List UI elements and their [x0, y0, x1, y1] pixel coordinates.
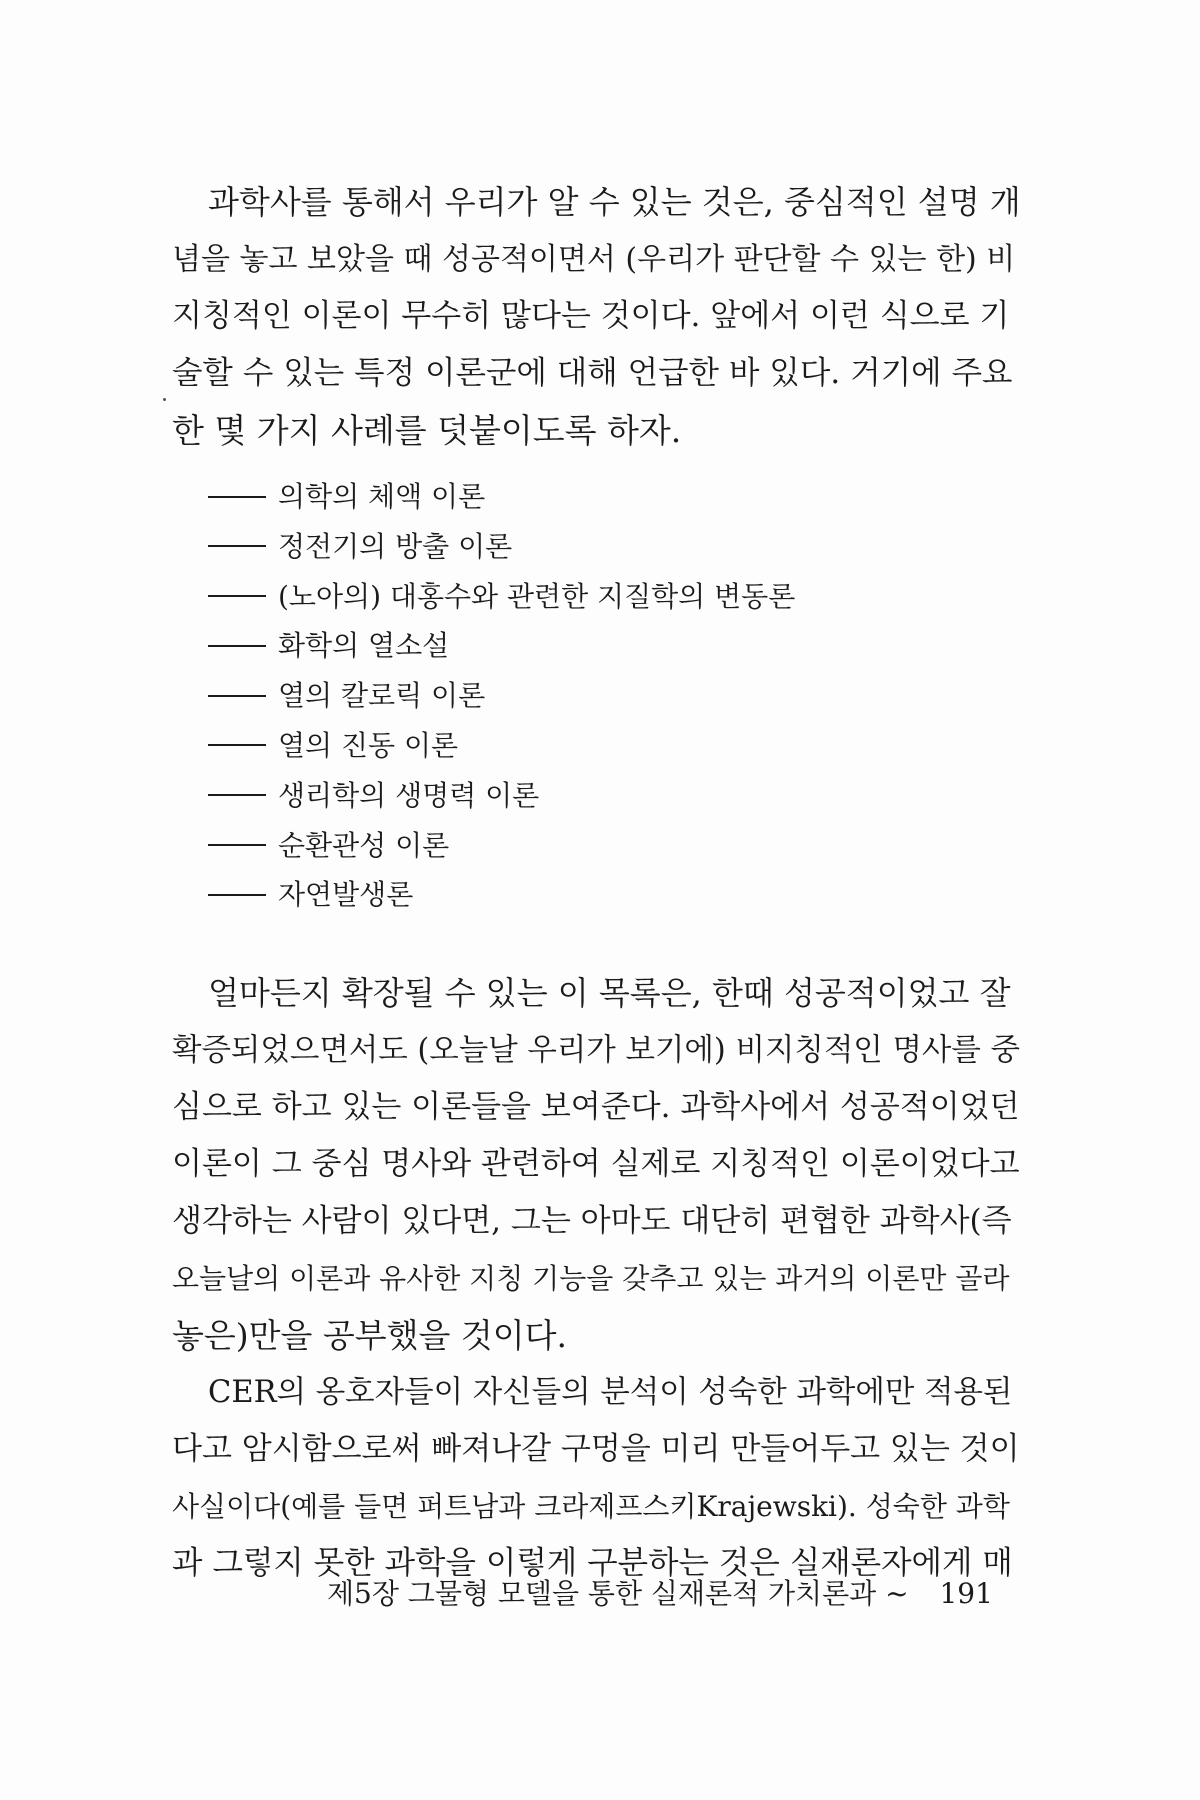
dash-mark: [208, 545, 266, 547]
list-item-text: 화학의 열소설: [278, 629, 450, 663]
list-item: [208, 771, 795, 821]
dash-mark: [208, 894, 266, 896]
dash-mark: [208, 595, 266, 597]
list-item: [208, 472, 795, 522]
list-item: [208, 821, 795, 871]
body-line-7: 놓은)만을 공부했을 것이다.: [172, 1316, 568, 1355]
list-item: [208, 870, 795, 920]
dash-mark: [208, 744, 266, 746]
body-line-9: 다고 암시함으로써 빠져나갈 구멍을 미리 만들어두고 있는 것이: [172, 1431, 1020, 1467]
body-line-11: 과 그렇지 못한 과학을 이렇게 구분하는 것은 실재론자에게 매: [172, 1545, 1013, 1581]
body-line-8: CER의 옹호자들이 자신들의 분석이 성숙한 과학에만 적용된: [208, 1375, 1013, 1410]
list-item-text: 생리학의 생명력 이론: [278, 778, 540, 812]
list-item-text: 정전기의 방출 이론: [278, 529, 513, 563]
list-item: [208, 721, 795, 771]
page-footer: [327, 1574, 993, 1614]
list-item: [208, 572, 795, 622]
intro-line-4: 술할 수 있는 특정 이론군에 대해 언급한 바 있다. 거기에 주요: [172, 355, 1013, 391]
intro-line-5: 한 몇 가지 사례를 덧붙이도록 하자.: [172, 411, 682, 450]
dash-mark: [208, 496, 266, 498]
page-number: 191: [939, 1577, 993, 1610]
body-line-5: 생각하는 사람이 있다면, 그는 아마도 대단히 편협한 과학사(즉: [172, 1203, 1012, 1239]
body-line-2: 확증되었으면서도 (오늘날 우리가 보기에) 비지칭적인 명사를 중: [172, 1033, 1021, 1068]
body-line-4: 이론이 그 중심 명사와 관련하여 실제로 지칭적인 이론이었다고: [172, 1146, 1020, 1182]
body-paragraphs: [172, 965, 1022, 1592]
theory-list: [208, 472, 795, 920]
body-line-1: 얼마든지 확장될 수 있는 이 목록은, 한때 성공적이었고 잘: [208, 974, 1011, 1012]
list-item-text: 순환관성 이론: [278, 828, 450, 862]
margin-mark: [163, 398, 166, 401]
body-line-3: 심으로 하고 있는 이론들을 보여준다. 과학사에서 성공적이었던: [172, 1089, 1020, 1125]
body-line-6: 오늘날의 이론과 유사한 지칭 기능을 갖추고 있는 과거의 이론만 골라: [172, 1262, 1010, 1295]
dash-mark: [208, 794, 266, 796]
list-item-text: 의학의 체액 이론: [278, 480, 486, 513]
list-item-text: 열의 칼로릭 이론: [278, 679, 486, 713]
list-item: [208, 671, 795, 721]
list-item-text: 열의 진동 이론: [278, 728, 459, 762]
list-item-text: (노아의) 대홍수와 관련한 지질학의 변동론: [278, 579, 796, 613]
intro-line-2: 념을 놓고 보았을 때 성공적이면서 (우리가 판단할 수 있는 한) 비: [172, 242, 1016, 277]
dash-mark: [208, 844, 266, 846]
list-item: [208, 522, 795, 572]
dash-mark: [208, 645, 266, 647]
intro-line-1: 과학사를 통해서 우리가 알 수 있는 것은, 중심적인 설명 개: [208, 183, 1021, 221]
dash-mark: [208, 695, 266, 697]
running-title: 제5장 그물형 모델을 통한 실재론적 가치론과 ~: [327, 1577, 909, 1610]
list-item-text: 자연발생론: [278, 878, 414, 912]
intro-paragraph: [172, 174, 1022, 459]
list-item: [208, 621, 795, 671]
body-line-10: 사실이다(예를 들면 퍼트남과 크라제프스키Krajewski). 성숙한 과학: [172, 1490, 1010, 1523]
intro-line-3: 지칭적인 이론이 무수히 많다는 것이다. 앞에서 이런 식으로 기: [172, 298, 1010, 334]
